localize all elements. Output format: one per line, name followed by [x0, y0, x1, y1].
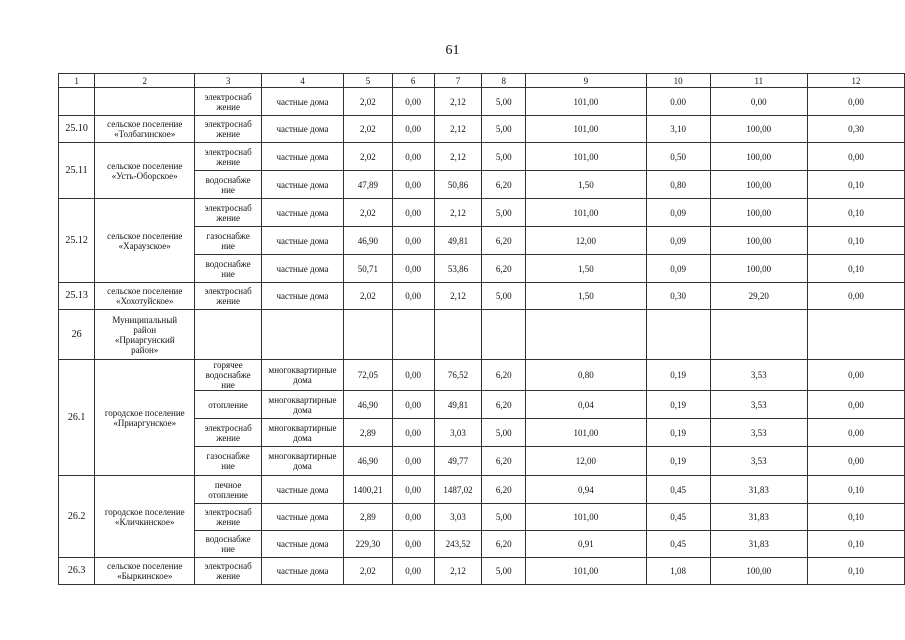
value-cell: 6,20: [482, 391, 526, 419]
value-cell: 5,00: [482, 419, 526, 447]
value-cell: 100,00: [710, 199, 808, 227]
value-cell: 53,86: [434, 255, 482, 283]
value-cell: [646, 310, 710, 360]
service-type-cell: электроснаб жение: [195, 116, 262, 143]
value-cell: 6,20: [482, 360, 526, 391]
value-cell: 5,00: [482, 283, 526, 310]
settlement-name-cell: сельское поселение «Толбагинское»: [95, 116, 195, 143]
value-cell: 0,10: [808, 504, 905, 531]
table-row: [59, 199, 905, 227]
header-cell: 5: [344, 74, 393, 88]
service-type-cell: отопление: [195, 391, 262, 419]
housing-type-cell: частные дома: [261, 88, 343, 116]
row-number-cell: 26: [59, 310, 95, 360]
value-cell: 0,10: [808, 171, 905, 199]
header-cell: 6: [392, 74, 434, 88]
value-cell: [482, 310, 526, 360]
value-cell: 0,00: [392, 199, 434, 227]
value-cell: 0,00: [392, 531, 434, 558]
table-row: [59, 283, 905, 310]
value-cell: 3,03: [434, 419, 482, 447]
value-cell: 0,00: [392, 504, 434, 531]
value-cell: 229,30: [344, 531, 393, 558]
value-cell: 0,10: [808, 531, 905, 558]
value-cell: 100,00: [710, 116, 808, 143]
value-cell: 29,20: [710, 283, 808, 310]
value-cell: 6,20: [482, 476, 526, 504]
value-cell: 0,19: [646, 360, 710, 391]
value-cell: 0,00: [392, 116, 434, 143]
value-cell: 3,10: [646, 116, 710, 143]
value-cell: 1400,21: [344, 476, 393, 504]
value-cell: 0,19: [646, 447, 710, 476]
value-cell: 3,03: [434, 504, 482, 531]
header-cell: 2: [95, 74, 195, 88]
value-cell: [434, 310, 482, 360]
housing-type-cell: частные дома: [261, 255, 343, 283]
row-number-cell: 25.12: [59, 199, 95, 283]
settlement-name-cell: городское поселение «Кличкинское»: [95, 476, 195, 558]
value-cell: 0,00: [392, 283, 434, 310]
value-cell: 5,00: [482, 143, 526, 171]
settlement-name-cell: городское поселение «Приаргунское»: [95, 360, 195, 476]
table-row: [59, 476, 905, 504]
value-cell: 12,00: [526, 447, 646, 476]
header-cell: 3: [195, 74, 262, 88]
value-cell: 46,90: [344, 227, 393, 255]
value-cell: 2,12: [434, 143, 482, 171]
housing-type-cell: многоквартирные дома: [261, 447, 343, 476]
header-cell: 1: [59, 74, 95, 88]
value-cell: 76,52: [434, 360, 482, 391]
table-row: [59, 360, 905, 391]
value-cell: 0,00: [392, 171, 434, 199]
value-cell: 0,10: [808, 255, 905, 283]
value-cell: 0,00: [392, 447, 434, 476]
value-cell: 1,08: [646, 558, 710, 585]
settlement-name-cell: Муниципальный район «Приаргунский район»: [95, 310, 195, 360]
value-cell: 31,83: [710, 504, 808, 531]
housing-type-cell: частные дома: [261, 531, 343, 558]
value-cell: 101,00: [526, 419, 646, 447]
value-cell: 0,00: [808, 360, 905, 391]
table-row: [59, 116, 905, 143]
value-cell: 0,10: [808, 476, 905, 504]
value-cell: 0,30: [646, 283, 710, 310]
value-cell: 5,00: [482, 558, 526, 585]
value-cell: 0,04: [526, 391, 646, 419]
service-type-cell: печное отопление: [195, 476, 262, 504]
value-cell: 5,00: [482, 199, 526, 227]
value-cell: 0,00: [808, 419, 905, 447]
value-cell: 50,86: [434, 171, 482, 199]
value-cell: 0,80: [646, 171, 710, 199]
value-cell: 0,00: [392, 419, 434, 447]
value-cell: 0,09: [646, 199, 710, 227]
service-type-cell: горячее водоснабже ние: [195, 360, 262, 391]
housing-type-cell: частные дома: [261, 171, 343, 199]
value-cell: 0,09: [646, 227, 710, 255]
value-cell: [344, 310, 393, 360]
housing-type-cell: частные дома: [261, 116, 343, 143]
service-type-cell: газоснабже ние: [195, 227, 262, 255]
value-cell: 0,30: [808, 116, 905, 143]
value-cell: 0,10: [808, 199, 905, 227]
value-cell: 0,00: [808, 88, 905, 116]
service-type-cell: водоснабже ние: [195, 531, 262, 558]
value-cell: 101,00: [526, 199, 646, 227]
tariff-table: [58, 73, 905, 585]
value-cell: 2,12: [434, 558, 482, 585]
settlement-name-cell: [95, 88, 195, 116]
housing-type-cell: частные дома: [261, 476, 343, 504]
value-cell: 6,20: [482, 531, 526, 558]
value-cell: 0,94: [526, 476, 646, 504]
value-cell: 31,83: [710, 476, 808, 504]
value-cell: 46,90: [344, 447, 393, 476]
row-number-cell: 26.3: [59, 558, 95, 585]
value-cell: 3,53: [710, 360, 808, 391]
value-cell: 100,00: [710, 171, 808, 199]
housing-type-cell: частные дома: [261, 199, 343, 227]
value-cell: 6,20: [482, 255, 526, 283]
value-cell: 0,00: [392, 558, 434, 585]
value-cell: 46,90: [344, 391, 393, 419]
service-type-cell: газоснабже ние: [195, 447, 262, 476]
value-cell: 6,20: [482, 227, 526, 255]
settlement-name-cell: сельское поселение «Хараузское»: [95, 199, 195, 283]
value-cell: 49,81: [434, 227, 482, 255]
value-cell: 1,50: [526, 171, 646, 199]
value-cell: 2,12: [434, 116, 482, 143]
settlement-name-cell: сельское поселение «Усть-Оборское»: [95, 143, 195, 199]
value-cell: 49,81: [434, 391, 482, 419]
value-cell: 0,00: [392, 88, 434, 116]
row-number-cell: [59, 88, 95, 116]
table-row: [59, 558, 905, 585]
housing-type-cell: частные дома: [261, 283, 343, 310]
housing-type-cell: многоквартирные дома: [261, 419, 343, 447]
value-cell: 2,89: [344, 504, 393, 531]
value-cell: 0,09: [646, 255, 710, 283]
value-cell: 3,53: [710, 419, 808, 447]
value-cell: 0,00: [710, 88, 808, 116]
row-number-cell: 26.2: [59, 476, 95, 558]
value-cell: 0,91: [526, 531, 646, 558]
value-cell: 5,00: [482, 88, 526, 116]
value-cell: 0,00: [392, 476, 434, 504]
value-cell: 0,50: [646, 143, 710, 171]
value-cell: 100,00: [710, 255, 808, 283]
value-cell: 243,52: [434, 531, 482, 558]
value-cell: 0,00: [808, 283, 905, 310]
row-number-cell: 25.11: [59, 143, 95, 199]
value-cell: 0,00: [392, 255, 434, 283]
value-cell: 2,02: [344, 283, 393, 310]
value-cell: 0,00: [808, 447, 905, 476]
value-cell: 0,19: [646, 419, 710, 447]
value-cell: 0.00: [646, 88, 710, 116]
value-cell: 100,00: [710, 227, 808, 255]
value-cell: 0,00: [392, 360, 434, 391]
value-cell: 101,00: [526, 88, 646, 116]
header-cell: 4: [261, 74, 343, 88]
value-cell: 100,00: [710, 143, 808, 171]
row-number-cell: 25.10: [59, 116, 95, 143]
value-cell: [392, 310, 434, 360]
value-cell: 49,77: [434, 447, 482, 476]
value-cell: 50,71: [344, 255, 393, 283]
service-type-cell: электроснаб жение: [195, 419, 262, 447]
housing-type-cell: [261, 310, 343, 360]
value-cell: 5,00: [482, 504, 526, 531]
settlement-name-cell: сельское поселение «Хохотуйское»: [95, 283, 195, 310]
value-cell: 101,00: [526, 504, 646, 531]
value-cell: 0,00: [392, 227, 434, 255]
value-cell: 2,02: [344, 199, 393, 227]
housing-type-cell: многоквартирные дома: [261, 360, 343, 391]
header-cell: 11: [710, 74, 808, 88]
value-cell: 2,12: [434, 199, 482, 227]
header-row: [59, 74, 905, 88]
value-cell: 1487,02: [434, 476, 482, 504]
service-type-cell: электроснаб жение: [195, 558, 262, 585]
value-cell: [808, 310, 905, 360]
value-cell: 2,02: [344, 116, 393, 143]
value-cell: 2,89: [344, 419, 393, 447]
value-cell: 3,53: [710, 447, 808, 476]
value-cell: 2,02: [344, 88, 393, 116]
header-cell: 7: [434, 74, 482, 88]
value-cell: 0,00: [808, 391, 905, 419]
value-cell: 2,12: [434, 283, 482, 310]
service-type-cell: электроснаб жение: [195, 88, 262, 116]
value-cell: 101,00: [526, 558, 646, 585]
value-cell: 31,83: [710, 531, 808, 558]
value-cell: 0,00: [392, 143, 434, 171]
value-cell: 0,10: [808, 227, 905, 255]
value-cell: 0,45: [646, 504, 710, 531]
table-row: [59, 310, 905, 360]
housing-type-cell: частные дома: [261, 143, 343, 171]
row-number-cell: 25.13: [59, 283, 95, 310]
header-cell: 10: [646, 74, 710, 88]
value-cell: 0,45: [646, 531, 710, 558]
value-cell: 0,80: [526, 360, 646, 391]
value-cell: 0,10: [808, 558, 905, 585]
housing-type-cell: частные дома: [261, 504, 343, 531]
value-cell: 101,00: [526, 143, 646, 171]
value-cell: 1,50: [526, 283, 646, 310]
header-cell: 12: [808, 74, 905, 88]
housing-type-cell: частные дома: [261, 558, 343, 585]
value-cell: 0,00: [808, 143, 905, 171]
housing-type-cell: многоквартирные дома: [261, 391, 343, 419]
value-cell: 6,20: [482, 171, 526, 199]
value-cell: 0,00: [392, 391, 434, 419]
service-type-cell: водоснабже ние: [195, 255, 262, 283]
value-cell: 0,19: [646, 391, 710, 419]
table-row: [59, 88, 905, 116]
row-number-cell: 26.1: [59, 360, 95, 476]
value-cell: 2,12: [434, 88, 482, 116]
value-cell: 1,50: [526, 255, 646, 283]
housing-type-cell: частные дома: [261, 227, 343, 255]
value-cell: 72,05: [344, 360, 393, 391]
value-cell: 100,00: [710, 558, 808, 585]
value-cell: [526, 310, 646, 360]
value-cell: 101,00: [526, 116, 646, 143]
table-row: [59, 143, 905, 171]
value-cell: 2,02: [344, 558, 393, 585]
value-cell: 2,02: [344, 143, 393, 171]
value-cell: 12,00: [526, 227, 646, 255]
value-cell: 47,89: [344, 171, 393, 199]
value-cell: 0,45: [646, 476, 710, 504]
service-type-cell: электроснаб жение: [195, 283, 262, 310]
service-type-cell: электроснаб жение: [195, 143, 262, 171]
service-type-cell: электроснаб жение: [195, 199, 262, 227]
header-cell: 9: [526, 74, 646, 88]
page-number: 61: [445, 43, 460, 58]
value-cell: 5,00: [482, 116, 526, 143]
header-cell: 8: [482, 74, 526, 88]
service-type-cell: [195, 310, 262, 360]
service-type-cell: электроснаб жение: [195, 504, 262, 531]
value-cell: [710, 310, 808, 360]
service-type-cell: водоснабже ние: [195, 171, 262, 199]
settlement-name-cell: сельское поселение «Быркинское»: [95, 558, 195, 585]
value-cell: 6,20: [482, 447, 526, 476]
value-cell: 3,53: [710, 391, 808, 419]
